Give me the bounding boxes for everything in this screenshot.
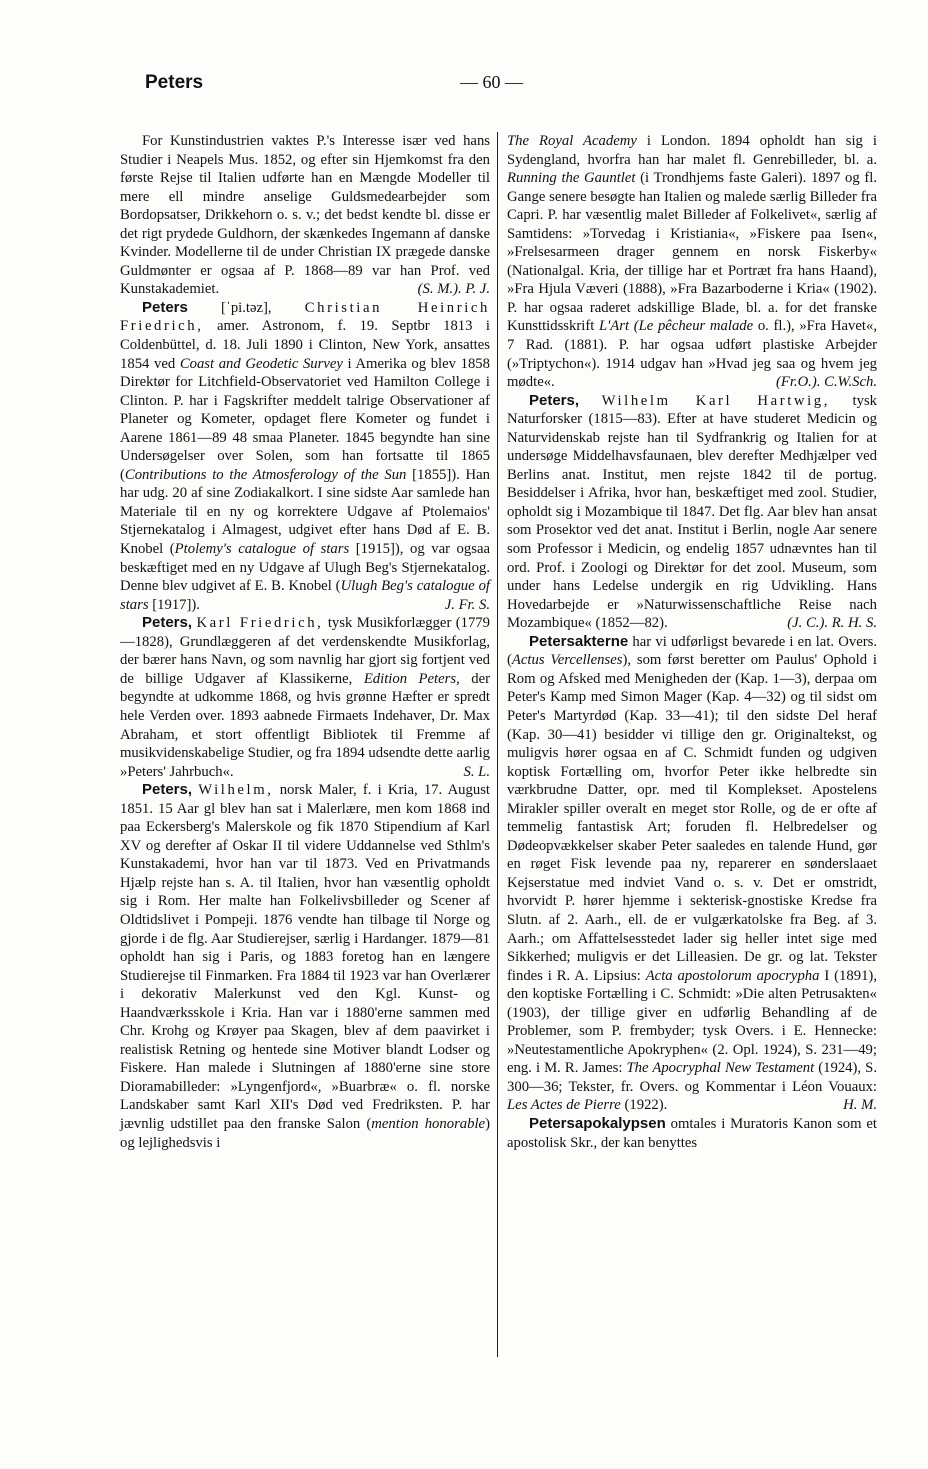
- author-signature: (J. C.). R. H. S.: [787, 615, 877, 632]
- entry-peters-karl-friedrich: [120, 614, 490, 781]
- entry-text: For Kunstindustrien vaktes P.'s Interesse især ved hans Studier i Neapels Mus. 1852, og efter sin Hjemkomst fra den første Rejse til Italien udførte han en Mængde Modeller til mere ell mindre anselige Guldsmedearbejder som Bordopsatser, Drikkehorn o. s. v.; det bedst kendte bl. disse er det rigt prydede Guldhorn, der skænkedes Ingemann af danske Kvinder. Modellerne til de under Christian IX prægede danske Guldmønter er ogsaa af P. 1868—89 var han Prof. ved Kunstakademiet.: [120, 133, 490, 298]
- entry-text: omtales i Muratoris Kanon som et apostolisk Skr., der kan benyttes: [507, 1115, 877, 1151]
- entry-headword: Peters: [142, 298, 188, 316]
- entry-italic-title: Les Actes de Pierre: [507, 1097, 621, 1114]
- entry-text: ), som først beretter om Paulus' Ophold i Rom og Afsked med Menigheden der (Kap. 1—3), derpaa om Peter's Kamp med Simon Mager (Kap. 4—32) og til sidst om Peter's Martyrdød (Kap. 33—41); til den sidste Del heraf (Kap. 30—41) besidder vi tillige den gr. Originaltekst, og muligvis hører ogsaa en af C. Schmidt funden og udgiven koptisk Fortælling om, hvorfor Peter ikke helbredte sin værkbrudne Datter, opr. med til Komplekset. Apostelens Mirakler spiller overalt en meget stor Rolle, og de er ofte af temmelig fantastisk Art; foruden fl. Helbredelser og Dødeopvækkelser skaber Peter saaledes en talende Hund, gør en røget Fisk levende paa ny, reparerer en sønderslaaet Kejserstatue med indviet Vand o. s. v. Det er omstridt, hvorvidt P. hører hjemme i sekterisk-gnostiske Kredse fra Slutn. af 2. Aarh., ell. de er vulgærkatolske fra Beg. af 3. Aarh.; om Affattelsesstedet lader sig heller intet sige med Sikkerhed; muligvis er det Lilleasien. De gr. og lat. Tekster findes i R. A. Lipsius:: [507, 652, 877, 984]
- entry-petersapokalypsen: [507, 1115, 877, 1152]
- entry-italic-title: The Royal Academy: [507, 133, 637, 149]
- entry-italic-title: Coast and Geodetic Survey: [179, 355, 343, 372]
- entry-italic-title: Actus Vercellenses: [511, 652, 623, 669]
- column-rule: [497, 132, 498, 1357]
- page-number: — 60 —: [460, 72, 523, 92]
- author-signature: (Fr.O.). C.W.Sch.: [775, 374, 877, 391]
- entry-italic-title: mention honorable: [371, 1115, 486, 1132]
- entry-italic-title: Contributions to the Atmosferology of the Sun: [124, 466, 407, 483]
- entry-italic-title: The Apocryphal New Testament: [626, 1060, 815, 1077]
- entry-text: norsk Maler, f. i Kria, 17. August 1851. 15 Aar gl blev han sat i Malerlære, men kom 1868 ind paa Eckersberg's Malerskole og fik 1870 Stipendium af Karl XV og derefter af Oskar II til videre Uddannelse ved Sthlm's Kunstakademi, hvor han var til 1873. Ved en Privatmands Hjælp rejste han s. A. til Italien, hvor han væsentlig opholdt sig i Rom. Her malte han Folkelivsbilleder og Scener af Oldtidslivet i Pompeji. 1876 vendte han tilbage til Norge og gjorde i de flg. Aar Studierejser, særlig i Hardanger. 1879—81 opholdt han sig i Paris, og 1883 foretog han en længere Studierejse til Finmarken. Fra 1884 til 1923 var han Overlærer i dekorativ Malerkunst ved den Kgl. Kunst- og Haandværksskole i Kria. Han var i 1880'erne sammen med Chr. Krohg og Krøyer paa Skagen, blev af dem paavirket i realistisk Retning og hentede sine Motiver blandt Lodser og Fiskere. Han malede i Slutningen af 1880'erne sine store Dioramabilleder: »Lyngenfjord«, »Buarbræ« o. fl. norske Landskaber samt Karl XII's Død ved Fredriksten. P. har jævnlig udstillet paa den franske Salon (: [120, 782, 491, 1132]
- entry-headword: Peters,: [142, 614, 193, 632]
- entry-petersakterne: [507, 633, 877, 1115]
- right-column: [507, 132, 877, 1152]
- entry-headword: Peters,: [529, 391, 580, 409]
- pronunciation: [ˈpi.təz],: [221, 299, 272, 316]
- author-signature: S. L.: [463, 763, 490, 780]
- entry-text: i Amerika og blev 1858 Direktør for Litchfield-Observatoriet ved Hamilton College i Clinton. P. har i Fagskrifter meddelt talrige Observationer af Planeter og Kometer, opdaget flere Kometer og fundet i Aarene 1861—89 48 smaa Planeter. 1845 begyndte han sine Undersøgelser over Solen, som han fortsatte til 1865 (: [120, 355, 490, 483]
- author-signature: H. M.: [843, 1097, 877, 1114]
- entry-headword: Petersapokalypsen: [529, 1114, 666, 1132]
- entry-italic-title: Ulugh Beg's catalogue of stars: [120, 578, 490, 613]
- entry-italic-title: Running the Gauntlet: [507, 170, 636, 187]
- entry-text: [1917]).: [152, 596, 200, 613]
- entry-person-name: Wilhelm,: [198, 782, 274, 799]
- page-header: [145, 72, 885, 102]
- entry-text: tysk Musikforlægger (1779—1828), Grundlæggeren af det verdenskendte Musikforlag, der bærer hans Navn, og som navnlig har gjort sig fortjent ved de billige Udgaver af Klassikerne,: [120, 615, 490, 687]
- running-head: Peters: [145, 72, 204, 93]
- entry-person-name: Karl Friedrich,: [196, 615, 324, 632]
- entry-headword: Petersakterne: [529, 632, 629, 650]
- entry-peters-wilhelm: [120, 781, 490, 1152]
- entry-text: har vi udførligst bevarede i en lat. Overs. (: [507, 633, 878, 669]
- entry-text: tysk Naturforsker (1815—83). Efter at have studeret Medicin og Naturvidenskab rejste han til Sydfrankrig og Italien for at undersøge Middelhavsfaunaen, blev derefter Medhjælper ved Berlins anat. Institut, men rejste 1842 til de portug. Besiddelser i Afrika, hvor han, beskæftiget med zool. Studier, opholdt sig i Mozambique til 1847. Det flg. Aar blev han ansat som Prosektor ved det anat. Institut i Berlin, nogle Aar senere som Professor i Medicin, og endelig 1857 udnævntes han til ord. Prof. i Zoologi og Direktør for det zool. Museum, som under hans Ledelse undergik en rig Udvikling. Hans Hovedarbejde er »Naturwissenschaftliche Reise nach Mozambique« (1852—82).: [507, 392, 878, 632]
- entry-continuation: [120, 132, 490, 299]
- entry-person-name: Christian Heinrich Friedrich,: [120, 299, 490, 335]
- entry-text: o. fl.), »Fra Havet«, 7 Rad. (1881). P. har ogsaa udført plastiske Arbejder (»Triptychon«). 1914 udgav han »Hvad jeg saa og hvem jeg mødte«.: [507, 318, 878, 391]
- entry-text: (1922).: [624, 1097, 668, 1114]
- entry-text: [1855]). Han har udg. 20 af sine Zodiakalkort. I sine sidste Aar samlede han Materiale til en ny og korrektere Udgave af Ptolemaios' Stjernekatalog i Almagest, udgivet efter hans Død af E. B. Knobel (: [120, 466, 491, 558]
- left-column: [120, 132, 490, 1152]
- entry-text: amer. Astronom, f. 19. Septbr 1813 i Coldenbüttel, d. 18. Juli 1890 i Clinton, New York, ansattes 1854 ved: [120, 318, 490, 372]
- author-signature: (S. M.). P. J.: [417, 281, 490, 298]
- entry-peters-christian-heinrich-friedrich: [120, 299, 490, 614]
- entry-italic-title: L'Art (Le pêcheur malade: [598, 318, 754, 335]
- entry-text: I (1891), den koptiske Fortælling i C. Schmidt: »Die alten Petrusakten« (1903), der tillige giver en udførlig Behandling af de Problemer, som P. frembyder; tysk Overs. i E. Hennecke: »Neutestamentliche Apokryphen« (2. Opl. 1924), S. 231—49; eng. i M. R. James:: [507, 967, 877, 1077]
- entry-person-name: Wilhelm Karl Hartwig,: [601, 392, 830, 409]
- entry-text: ) og lejlighedsvis i: [120, 1115, 490, 1151]
- entry-text: (1924), S. 300—36; Tekster, fr. Overs. og Kommentar i Léon Vouaux:: [507, 1060, 877, 1095]
- entry-peters-wilhelm-continued: [507, 132, 877, 392]
- entry-text: i London. 1894 opholdt han sig i Sydengland, hvorfra han har malet fl. Genrebilleder, bl. a.: [507, 133, 877, 168]
- entry-italic-title: Ptolemy's catalogue of stars: [174, 541, 350, 558]
- entry-italic-title: Acta apostolorum apocrypha: [645, 967, 820, 984]
- entry-italic-title: Edition Peters,: [363, 670, 460, 687]
- entry-headword: Peters,: [142, 781, 193, 799]
- entry-peters-wilhelm-karl-hartwig: [507, 392, 877, 633]
- entry-text: [1915]), og var ogsaa beskæftiget med en ny Udgave af Ulugh Beg's Stjernekatalog. Denne blev udgivet af E. B. Knobel (: [120, 541, 490, 595]
- entry-text: der begyndte at udkomme 1868, og hvis grønne Hæfter er spredt hele Verden over. 1893 aabnede Firmaets Indehaver, Dr. Max Abraham, et stort offentligt Bibliotek til Fremme af musikvidenskabelige Studier, og fra 1894 udsendte dette aarlig »Peters' Jahrbuch«.: [120, 670, 490, 780]
- author-signature: J. Fr. S.: [444, 596, 490, 613]
- entry-text: (i Trondhjems faste Galeri). 1897 og fl. Gange senere besøgte han Italien og malede særlig Billeder fra Capri. P. har væsentlig malet Billeder af Folkelivet«, særlig af Samtidens: »Torvedag i Kristiania«, »Fiskere paa Isen«, »Frelsesarmeen drager gennem en norsk Fiskerby« (Nationalgal. Kria, der tillige har et Portræt fra hans Haand), »Fra Hjula Væveri (1888), »Fra Bazarboderne i Kria« (1902). P. har ogsaa raderet adskillige Blade, bl. a. for det franske Kunsttidsskrift: [507, 170, 877, 335]
